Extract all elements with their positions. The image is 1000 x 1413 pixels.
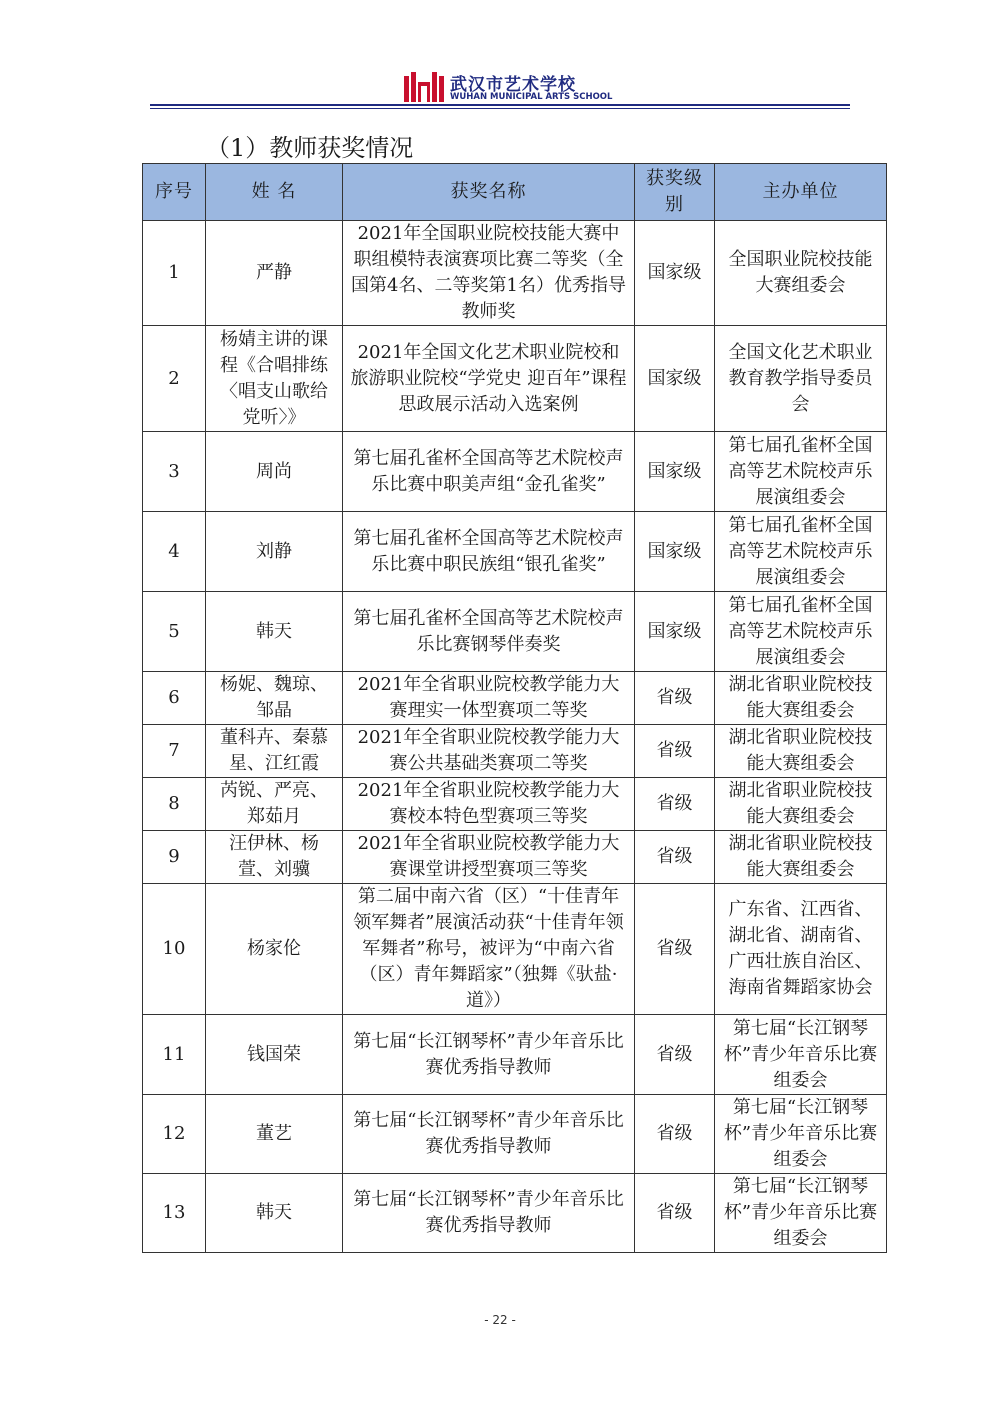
cell-no: 6 bbox=[143, 672, 206, 725]
cell-no: 12 bbox=[143, 1095, 206, 1174]
header-rule-thin bbox=[150, 108, 850, 109]
cell-no: 1 bbox=[143, 221, 206, 326]
page-header bbox=[150, 66, 850, 112]
column-header-no: 序号 bbox=[143, 164, 206, 221]
cell-name: 董科卉、秦慕星、江红霞 bbox=[206, 725, 343, 778]
cell-name: 董艺 bbox=[206, 1095, 343, 1174]
cell-name: 刘静 bbox=[206, 512, 343, 592]
cell-award: 第七届“长江钢琴杯”青少年音乐比赛优秀指导教师 bbox=[343, 1174, 635, 1253]
school-logo-icon bbox=[404, 72, 444, 102]
cell-no: 2 bbox=[143, 326, 206, 432]
cell-organizer: 湖北省职业院校技能大赛组委会 bbox=[715, 778, 887, 831]
table-header-row bbox=[143, 164, 887, 221]
cell-organizer: 湖北省职业院校技能大赛组委会 bbox=[715, 831, 887, 884]
table-row bbox=[143, 1174, 887, 1253]
cell-award: 第七届孔雀杯全国高等艺术院校声乐比赛中职民族组“银孔雀奖” bbox=[343, 512, 635, 592]
cell-level: 省级 bbox=[635, 1015, 715, 1095]
table-row bbox=[143, 778, 887, 831]
table-row bbox=[143, 512, 887, 592]
header-rule bbox=[150, 104, 850, 106]
cell-award: 2021年全省职业院校教学能力大赛公共基础类赛项二等奖 bbox=[343, 725, 635, 778]
cell-level: 国家级 bbox=[635, 221, 715, 326]
cell-organizer: 第七届孔雀杯全国高等艺术院校声乐展演组委会 bbox=[715, 592, 887, 672]
cell-organizer: 湖北省职业院校技能大赛组委会 bbox=[715, 725, 887, 778]
cell-no: 4 bbox=[143, 512, 206, 592]
cell-level: 省级 bbox=[635, 778, 715, 831]
cell-level: 省级 bbox=[635, 1095, 715, 1174]
cell-organizer: 广东省、江西省、湖北省、湖南省、广西壮族自治区、海南省舞蹈家协会 bbox=[715, 884, 887, 1015]
school-name-en: WUHAN MUNICIPAL ARTS SCHOOL bbox=[450, 92, 613, 102]
cell-award: 第二届中南六省（区）“十佳青年领军舞者”展演活动获“十佳青年领军舞者”称号，被评为“中南六省（区）青年舞蹈家”（独舞《驮盐·道》） bbox=[343, 884, 635, 1015]
cell-name: 周尚 bbox=[206, 432, 343, 512]
table-row bbox=[143, 432, 887, 512]
cell-award: 2021年全省职业院校教学能力大赛理实一体型赛项二等奖 bbox=[343, 672, 635, 725]
section-title: （1）教师获奖情况 bbox=[206, 134, 414, 162]
cell-no: 10 bbox=[143, 884, 206, 1015]
table-row bbox=[143, 725, 887, 778]
cell-organizer: 第七届“长江钢琴杯”青少年音乐比赛组委会 bbox=[715, 1174, 887, 1253]
cell-award: 2021年全国文化艺术职业院校和旅游职业院校“学党史 迎百年”课程思政展示活动入选案例 bbox=[343, 326, 635, 432]
cell-no: 8 bbox=[143, 778, 206, 831]
table-row bbox=[143, 672, 887, 725]
table-row bbox=[143, 884, 887, 1015]
cell-award: 第七届孔雀杯全国高等艺术院校声乐比赛钢琴伴奏奖 bbox=[343, 592, 635, 672]
cell-name: 杨家伦 bbox=[206, 884, 343, 1015]
cell-award: 2021年全省职业院校教学能力大赛校本特色型赛项三等奖 bbox=[343, 778, 635, 831]
cell-no: 5 bbox=[143, 592, 206, 672]
column-header-organizer: 主办单位 bbox=[715, 164, 887, 221]
cell-name: 芮锐、严亮、郑茹月 bbox=[206, 778, 343, 831]
cell-no: 7 bbox=[143, 725, 206, 778]
cell-name: 杨婧主讲的课程《合唱排练 〈唱支山歌给党听〉》 bbox=[206, 326, 343, 432]
cell-name: 严静 bbox=[206, 221, 343, 326]
cell-organizer: 湖北省职业院校技能大赛组委会 bbox=[715, 672, 887, 725]
cell-no: 13 bbox=[143, 1174, 206, 1253]
cell-award: 第七届孔雀杯全国高等艺术院校声乐比赛中职美声组“金孔雀奖” bbox=[343, 432, 635, 512]
cell-no: 9 bbox=[143, 831, 206, 884]
table-row bbox=[143, 592, 887, 672]
cell-level: 省级 bbox=[635, 672, 715, 725]
cell-level: 国家级 bbox=[635, 326, 715, 432]
school-name-cn: 武汉市艺术学校 bbox=[450, 75, 576, 95]
cell-organizer: 第七届“长江钢琴杯”青少年音乐比赛组委会 bbox=[715, 1095, 887, 1174]
cell-organizer: 第七届“长江钢琴杯”青少年音乐比赛组委会 bbox=[715, 1015, 887, 1095]
table-row bbox=[143, 326, 887, 432]
cell-no: 11 bbox=[143, 1015, 206, 1095]
cell-organizer: 第七届孔雀杯全国高等艺术院校声乐展演组委会 bbox=[715, 432, 887, 512]
cell-award: 第七届“长江钢琴杯”青少年音乐比赛优秀指导教师 bbox=[343, 1015, 635, 1095]
column-header-award: 获奖名称 bbox=[343, 164, 635, 221]
cell-organizer: 全国职业院校技能大赛组委会 bbox=[715, 221, 887, 326]
cell-award: 2021年全省职业院校教学能力大赛课堂讲授型赛项三等奖 bbox=[343, 831, 635, 884]
cell-level: 国家级 bbox=[635, 592, 715, 672]
column-header-name: 姓 名 bbox=[206, 164, 343, 221]
table-row bbox=[143, 1095, 887, 1174]
cell-level: 省级 bbox=[635, 884, 715, 1015]
page-number: - 22 - bbox=[484, 1313, 516, 1327]
cell-award: 2021年全国职业院校技能大赛中职组模特表演赛项比赛二等奖（全国第4名、二等奖第1名）优秀指导教师奖 bbox=[343, 221, 635, 326]
cell-name: 汪伊林、杨萱、刘骥 bbox=[206, 831, 343, 884]
cell-award: 第七届“长江钢琴杯”青少年音乐比赛优秀指导教师 bbox=[343, 1095, 635, 1174]
teacher-awards-table bbox=[142, 163, 887, 1253]
cell-name: 韩天 bbox=[206, 1174, 343, 1253]
cell-name: 钱国荣 bbox=[206, 1015, 343, 1095]
cell-level: 国家级 bbox=[635, 432, 715, 512]
cell-organizer: 全国文化艺术职业教育教学指导委员会 bbox=[715, 326, 887, 432]
cell-no: 3 bbox=[143, 432, 206, 512]
table-row bbox=[143, 221, 887, 326]
table-row bbox=[143, 831, 887, 884]
cell-name: 杨妮、魏琼、邹晶 bbox=[206, 672, 343, 725]
cell-name: 韩天 bbox=[206, 592, 343, 672]
cell-level: 省级 bbox=[635, 725, 715, 778]
cell-level: 省级 bbox=[635, 1174, 715, 1253]
cell-level: 省级 bbox=[635, 831, 715, 884]
cell-organizer: 第七届孔雀杯全国高等艺术院校声乐展演组委会 bbox=[715, 512, 887, 592]
column-header-level: 获奖级别 bbox=[635, 164, 715, 221]
cell-level: 国家级 bbox=[635, 512, 715, 592]
table-row bbox=[143, 1015, 887, 1095]
